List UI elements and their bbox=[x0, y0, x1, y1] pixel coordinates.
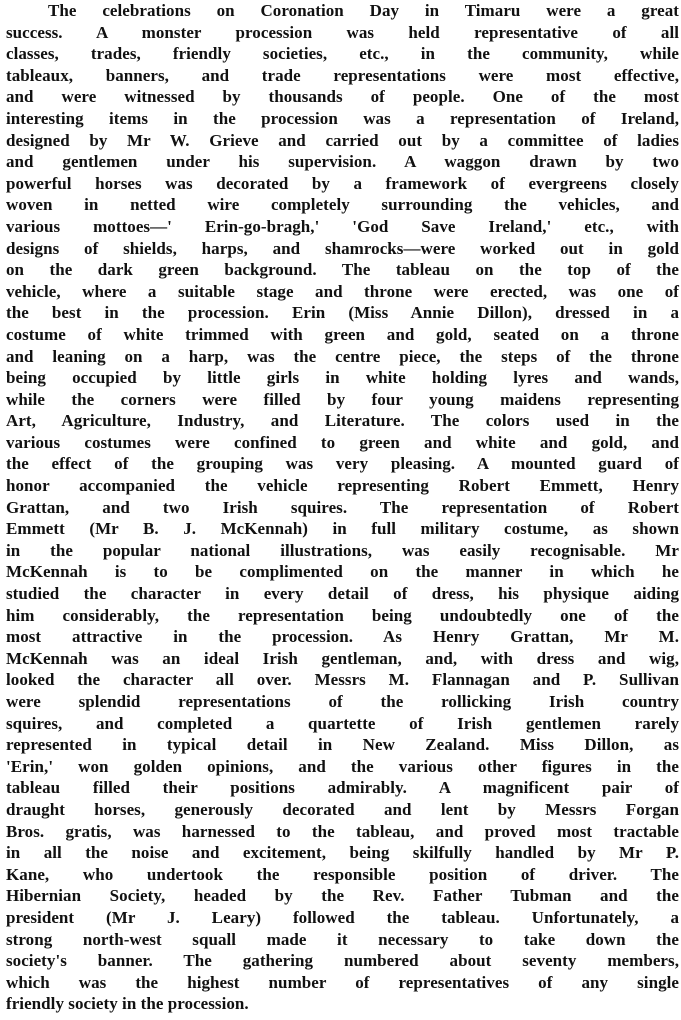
text-line: Grattan, and two Irish squires. The representation of Robert bbox=[6, 497, 679, 517]
text-line: interesting items in the procession was a representation of Ireland, bbox=[6, 108, 679, 128]
text-line: McKennah is to be complimented on the manner in which he bbox=[6, 562, 679, 582]
text-line: Bros. gratis, was harnessed to the tableau, and proved most tractable bbox=[6, 821, 679, 841]
text-line: the best in the procession. Erin (Miss Annie Dillon), dressed in a bbox=[6, 303, 679, 323]
text-line: success. A monster procession was held representative of all bbox=[6, 22, 679, 42]
text-line: The celebrations on Coronation Day in Timaru were a great bbox=[48, 1, 679, 20]
text-line: studied the character in every detail of dress, his physique aiding bbox=[6, 584, 679, 604]
text-line: which was the highest number of representatives of any single bbox=[6, 972, 679, 992]
text-line: society's banner. The gathering numbered about seventy members, bbox=[6, 951, 679, 971]
text-line: president (Mr J. Leary) followed the tableau. Unfortunately, a bbox=[6, 907, 679, 927]
text-line: strong north-west squall made it necessary to take down the bbox=[6, 929, 679, 949]
text-line: and were witnessed by thousands of people. One of the most bbox=[6, 87, 679, 107]
text-line: tableau filled their positions admirably. A magnificent pair of bbox=[6, 778, 679, 798]
article-text bbox=[6, 0, 679, 1015]
text-line: tableaux, banners, and trade representations were most effective, bbox=[6, 65, 679, 85]
text-line: powerful horses was decorated by a framework of evergreens closely bbox=[6, 173, 679, 193]
text-line: costume of white trimmed with green and gold, seated on a throne bbox=[6, 324, 679, 344]
text-line: looked the character all over. Messrs M. Flannagan and P. Sullivan bbox=[6, 670, 679, 690]
text-line: designed by Mr W. Grieve and carried out by a committee of ladies bbox=[6, 130, 679, 150]
text-line: represented in typical detail in New Zealand. Miss Dillon, as bbox=[6, 735, 679, 755]
text-line: Hibernian Society, headed by the Rev. Father Tubman and the bbox=[6, 886, 679, 906]
text-line: the effect of the grouping was very pleasing. A mounted guard of bbox=[6, 454, 679, 474]
text-line: in the popular national illustrations, was easily recognisable. Mr bbox=[6, 540, 679, 560]
text-line: draught horses, generously decorated and lent by Messrs Forgan bbox=[6, 799, 679, 819]
text-line: 'Erin,' won golden opinions, and the various other figures in the bbox=[6, 756, 679, 776]
text-line: being occupied by little girls in white holding lyres and wands, bbox=[6, 368, 679, 388]
text-line: various mottoes—' Erin-go-bragh,' 'God Save Ireland,' etc., with bbox=[6, 216, 679, 236]
text-line: various costumes were confined to green and white and gold, and bbox=[6, 432, 679, 452]
text-line: classes, trades, friendly societies, etc., in the community, while bbox=[6, 44, 679, 64]
text-line: woven in netted wire completely surrounding the vehicles, and bbox=[6, 195, 679, 215]
text-line: in all the noise and excitement, being skilfully handled by Mr P. bbox=[6, 843, 679, 863]
text-line: and leaning on a harp, was the centre piece, the steps of the throne bbox=[6, 346, 679, 366]
text-line: on the dark green background. The tableau on the top of the bbox=[6, 260, 679, 280]
text-line: most attractive in the procession. As Henry Grattan, Mr M. bbox=[6, 627, 679, 647]
text-line: McKennah was an ideal Irish gentleman, and, with dress and wig, bbox=[6, 648, 679, 668]
text-line: while the corners were filled by four young maidens representing bbox=[6, 389, 679, 409]
text-line: were splendid representations of the rollicking Irish country bbox=[6, 692, 679, 711]
text-line: designs of shields, harps, and shamrocks—were worked out in gold bbox=[6, 238, 679, 258]
text-line: friendly society in the procession. bbox=[6, 994, 249, 1014]
text-line: Kane, who undertook the responsible position of driver. The bbox=[6, 864, 679, 884]
text-line: and gentlemen under his supervision. A waggon drawn by two bbox=[6, 152, 679, 172]
text-line: vehicle, where a suitable stage and throne were erected, was one of bbox=[6, 281, 679, 301]
text-line: honor accompanied the vehicle representing Robert Emmett, Henry bbox=[6, 476, 679, 496]
text-line: Art, Agriculture, Industry, and Literature. The colors used in the bbox=[6, 411, 679, 431]
text-line: squires, and completed a quartette of Irish gentlemen rarely bbox=[6, 713, 679, 733]
text-line: Emmett (Mr B. J. McKennah) in full military costume, as shown bbox=[6, 519, 679, 539]
text-line: him considerably, the representation being undoubtedly one of the bbox=[6, 605, 679, 625]
